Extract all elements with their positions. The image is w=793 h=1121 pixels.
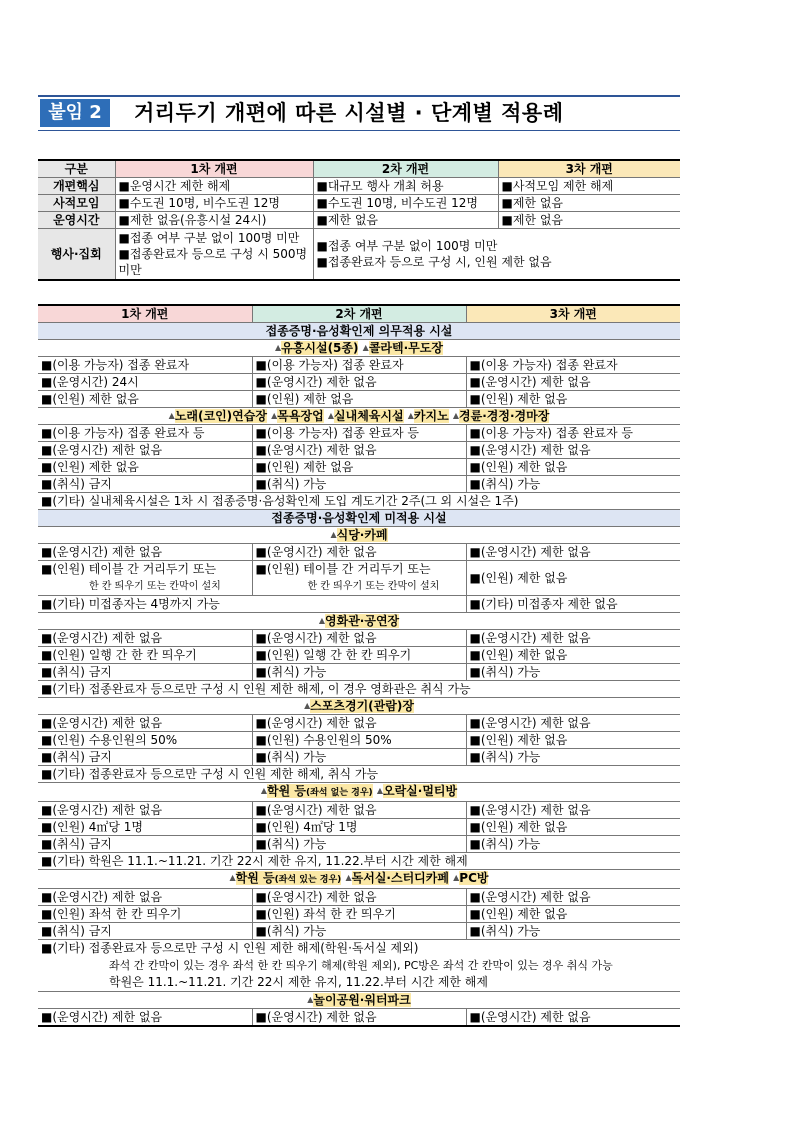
event-phase1-line2: ■접종완료자 등으로 구성 시 500명 미만 <box>118 247 308 277</box>
cell: ■(인원) 제한 없음 <box>466 819 680 836</box>
cell: ■(취식) 가능 <box>466 749 680 766</box>
cell: ■(인원) 제한 없음 <box>38 391 252 408</box>
table-row <box>38 442 680 459</box>
cell-line: 한 칸 띄우기 또는 칸막이 설치 <box>89 581 221 592</box>
category-cell <box>38 613 680 630</box>
cell: ■(운영시간) 제한 없음 <box>252 544 466 561</box>
cell: ■(취식) 가능 <box>466 923 680 940</box>
summary-header-phase2: 2차 개편 <box>313 160 498 178</box>
cell: ■(운영시간) 제한 없음 <box>38 1009 252 1027</box>
category-cell <box>38 408 680 425</box>
cell: ■(인원) 일행 간 한 칸 띄우기 <box>38 647 252 664</box>
triangle-icon: ▲ <box>318 616 326 625</box>
table-row <box>38 544 680 561</box>
table-row <box>38 476 680 493</box>
cell-line: ■(인원) 테이블 간 거리두기 또는 <box>41 562 217 576</box>
cell <box>38 561 252 596</box>
cell: ■(운영시간) 제한 없음 <box>466 715 680 732</box>
section-row <box>38 510 680 527</box>
note-cell: ■(기타) 학원은 11.1.~11.21. 기간 22시 제한 유지, 11.22.부터 시간 제한 해제 <box>38 853 680 870</box>
category-row <box>38 698 680 715</box>
cell: ■(운영시간) 24시 <box>38 374 252 391</box>
triangle-icon: ▲ <box>229 873 236 882</box>
triangle-icon: ▲ <box>362 343 369 352</box>
triangle-icon: ▲ <box>271 411 278 420</box>
category-label: 식당·카페 <box>336 528 388 542</box>
detail-header-phase1: 1차 개편 <box>38 305 252 323</box>
cell: ■(취식) 가능 <box>466 476 680 493</box>
detail-table <box>38 304 680 1027</box>
cell: ■(인원) 제한 없음 <box>252 391 466 408</box>
section-header <box>38 95 680 131</box>
table-row <box>38 802 680 819</box>
table-row <box>38 836 680 853</box>
cell: ■(운영시간) 제한 없음 <box>466 630 680 647</box>
category-row <box>38 613 680 630</box>
cell: ■(운영시간) 제한 없음 <box>466 374 680 391</box>
category-label: 유흥시설(5종) <box>281 341 359 355</box>
category-cell <box>38 698 680 715</box>
category-label: 오락실·멀티방 <box>383 784 458 798</box>
section-row <box>38 323 680 340</box>
cell: ■(운영시간) 제한 없음 <box>252 630 466 647</box>
note-line: 학원은 11.1.~11.21. 기간 22시 제한 유지, 11.22.부터 시간 제한 해제 <box>109 975 488 989</box>
event-phase2-line1: ■접종 여부 구분 없이 100명 미만 <box>316 239 498 253</box>
note-cell <box>38 940 680 992</box>
table-row <box>38 664 680 681</box>
cell: ■(취식) 가능 <box>252 836 466 853</box>
category-label-sub: (좌석 있는 경우) <box>274 875 342 885</box>
detail-header-phase3: 3차 개편 <box>466 305 680 323</box>
cell: ■(운영시간) 제한 없음 <box>252 442 466 459</box>
cell: ■(인원) 제한 없음 <box>252 459 466 476</box>
cell: ■(취식) 가능 <box>252 923 466 940</box>
page-title: 거리두기 개편에 따른 시설별 · 단계별 적용례 <box>134 101 564 125</box>
triangle-icon: ▲ <box>307 995 314 1004</box>
cell: ■(운영시간) 제한 없음 <box>252 802 466 819</box>
cell: ■(인원) 제한 없음 <box>38 459 252 476</box>
table-row <box>38 715 680 732</box>
cell: ■제한 없음 <box>313 212 498 229</box>
category-row <box>38 870 680 889</box>
cell: ■(인원) 좌석 한 칸 띄우기 <box>252 906 466 923</box>
cell: ■수도권 10명, 비수도권 12명 <box>115 195 313 212</box>
cell: ■(취식) 금지 <box>38 476 252 493</box>
detail-header-phase2: 2차 개편 <box>252 305 466 323</box>
summary-row <box>38 195 680 212</box>
cell: ■(이용 가능자) 접종 완료자 등 <box>38 425 252 442</box>
category-label <box>236 871 342 885</box>
note-row <box>38 853 680 870</box>
category-label: 스포츠경기(관람)장 <box>310 699 414 713</box>
category-label: 독서실·스터디카페 <box>351 871 449 885</box>
cell: ■(운영시간) 제한 없음 <box>466 442 680 459</box>
cell: ■(운영시간) 제한 없음 <box>466 889 680 906</box>
row-label: 사적모임 <box>38 195 115 212</box>
category-row <box>38 408 680 425</box>
cell: ■(인원) 제한 없음 <box>466 459 680 476</box>
cell: ■(이용 가능자) 접종 완료자 등 <box>466 425 680 442</box>
event-phase23-cell <box>313 229 680 281</box>
triangle-icon: ▲ <box>452 411 460 420</box>
category-label: 영화관·공연장 <box>325 614 400 628</box>
table-row <box>38 374 680 391</box>
triangle-icon: ▲ <box>327 411 335 420</box>
cell: ■(운영시간) 제한 없음 <box>466 1009 680 1027</box>
header-bottom-line <box>38 130 680 131</box>
cell: ■제한 없음 <box>498 195 680 212</box>
cell: ■(기타) 미접종자는 4명까지 가능 <box>38 596 466 613</box>
note-cell: ■(기타) 접종완료자 등으로만 구성 시 인원 제한 해제, 이 경우 영화관은 취식 가능 <box>38 681 680 698</box>
cell: ■(운영시간) 제한 없음 <box>252 374 466 391</box>
cell: ■(취식) 금지 <box>38 923 252 940</box>
category-label-sub: (좌석 없는 경우) <box>305 788 373 798</box>
table-row <box>38 906 680 923</box>
table-row <box>38 357 680 374</box>
cell: ■(취식) 금지 <box>38 664 252 681</box>
table-row <box>38 749 680 766</box>
category-label: 실내체육시설 <box>334 409 404 423</box>
note-cell: ■(기타) 접종완료자 등으로만 구성 시 인원 제한 해제, 취식 가능 <box>38 766 680 783</box>
cell: ■(인원) 4㎡당 1명 <box>252 819 466 836</box>
table-row <box>38 889 680 906</box>
category-label <box>267 784 373 798</box>
triangle-icon: ▲ <box>345 873 352 882</box>
cell: ■(인원) 수용인원의 50% <box>38 732 252 749</box>
cell: ■(운영시간) 제한 없음 <box>252 715 466 732</box>
category-row <box>38 527 680 544</box>
note-line: 좌석 간 칸막이 있는 경우 좌석 한 칸 띄우기 해제(학원 제외), PC방은 좌석 간 칸막이 있는 경우 취식 가능 <box>109 959 613 972</box>
triangle-icon: ▲ <box>330 530 337 539</box>
cell: ■(운영시간) 제한 없음 <box>466 802 680 819</box>
note-row <box>38 681 680 698</box>
category-row <box>38 783 680 802</box>
event-phase1-cell <box>115 229 313 281</box>
cell: ■(운영시간) 제한 없음 <box>466 544 680 561</box>
triangle-icon: ▲ <box>168 411 175 420</box>
cell: ■(취식) 가능 <box>252 749 466 766</box>
cell: ■(기타) 미접종자 제한 없음 <box>466 596 680 613</box>
cell: ■(운영시간) 제한 없음 <box>38 889 252 906</box>
table-row <box>38 1009 680 1027</box>
note-row <box>38 766 680 783</box>
summary-header-category: 구분 <box>38 160 115 178</box>
summary-header-row <box>38 160 680 178</box>
cell: ■(취식) 가능 <box>466 664 680 681</box>
summary-header-phase1: 1차 개편 <box>115 160 313 178</box>
cell: ■운영시간 제한 해제 <box>115 178 313 195</box>
cell: ■(인원) 4㎡당 1명 <box>38 819 252 836</box>
cell: ■(취식) 금지 <box>38 749 252 766</box>
row-label: 행사·집회 <box>38 229 115 281</box>
table-row <box>38 732 680 749</box>
category-cell <box>38 783 680 802</box>
category-row <box>38 992 680 1009</box>
category-label: PC방 <box>459 871 489 885</box>
category-cell <box>38 527 680 544</box>
table-row <box>38 923 680 940</box>
cell: ■(이용 가능자) 접종 완료자 <box>38 357 252 374</box>
table-row <box>38 819 680 836</box>
triangle-icon: ▲ <box>260 786 268 795</box>
triangle-icon: ▲ <box>376 786 383 795</box>
category-label: 목욕장업 <box>277 409 324 423</box>
table-row <box>38 647 680 664</box>
cell: ■(인원) 일행 간 한 칸 띄우기 <box>252 647 466 664</box>
category-cell <box>38 870 680 889</box>
cell: ■(인원) 제한 없음 <box>466 647 680 664</box>
cell: ■(운영시간) 제한 없음 <box>38 715 252 732</box>
category-label: 놀이공원·워터파크 <box>313 993 411 1007</box>
event-phase1-line1: ■접종 여부 구분 없이 100명 미만 <box>118 231 300 245</box>
cell: ■수도권 10명, 비수도권 12명 <box>313 195 498 212</box>
triangle-icon: ▲ <box>275 343 282 352</box>
table-row <box>38 391 680 408</box>
cell: ■(운영시간) 제한 없음 <box>38 544 252 561</box>
cell: ■(이용 가능자) 접종 완료자 <box>466 357 680 374</box>
table-row <box>38 596 680 613</box>
category-label: 노래(코인)연습장 <box>174 409 267 423</box>
category-label: 콜라텍·무도장 <box>368 341 443 355</box>
category-label-main: 학원 등 <box>235 871 275 885</box>
row-label: 개편핵심 <box>38 178 115 195</box>
summary-row-event <box>38 229 680 281</box>
summary-header-phase3: 3차 개편 <box>498 160 680 178</box>
cell: ■(인원) 제한 없음 <box>466 732 680 749</box>
category-label: 경륜·경정·경마장 <box>459 409 550 423</box>
category-row <box>38 340 680 357</box>
cell: ■(취식) 가능 <box>252 664 466 681</box>
table-row <box>38 459 680 476</box>
category-cell <box>38 992 680 1009</box>
section-title: 접종증명·음성확인제 의무적용 시설 <box>38 323 680 340</box>
note-row <box>38 940 680 992</box>
row-label: 운영시간 <box>38 212 115 229</box>
triangle-icon: ▲ <box>453 873 460 882</box>
cell: ■제한 없음(유흥시설 24시) <box>115 212 313 229</box>
cell: ■(취식) 가능 <box>252 476 466 493</box>
cell: ■(인원) 제한 없음 <box>466 906 680 923</box>
category-label-main: 학원 등 <box>267 784 306 798</box>
event-phase2-line2: ■접종완료자 등으로 구성 시, 인원 제한 없음 <box>316 255 552 269</box>
cell: ■(취식) 금지 <box>38 836 252 853</box>
cell: ■(운영시간) 제한 없음 <box>252 889 466 906</box>
cell-line: 한 칸 띄우기 또는 칸막이 설치 <box>307 581 440 592</box>
cell: ■(이용 가능자) 접종 완료자 등 <box>252 425 466 442</box>
cell: ■(인원) 좌석 한 칸 띄우기 <box>38 906 252 923</box>
cell: ■(운영시간) 제한 없음 <box>38 442 252 459</box>
cell-line: ■(인원) 테이블 간 거리두기 또는 <box>255 562 431 576</box>
note-line: ■(기타) 접종완료자 등으로만 구성 시 인원 제한 해제(학원·독서실 제외) <box>41 941 419 955</box>
cell: ■(인원) 수용인원의 50% <box>252 732 466 749</box>
cell: ■(운영시간) 제한 없음 <box>38 630 252 647</box>
cell <box>252 561 466 596</box>
summary-row <box>38 212 680 229</box>
cell: ■대규모 행사 개최 허용 <box>313 178 498 195</box>
cell: ■(운영시간) 제한 없음 <box>252 1009 466 1027</box>
attachment-badge: 붙임 2 <box>40 99 110 127</box>
cell: ■(취식) 가능 <box>466 836 680 853</box>
note-row <box>38 493 680 510</box>
cell: ■(인원) 제한 없음 <box>466 391 680 408</box>
category-cell <box>38 340 680 357</box>
cell: ■제한 없음 <box>498 212 680 229</box>
summary-table <box>38 159 680 281</box>
table-row <box>38 425 680 442</box>
table-row <box>38 561 680 596</box>
table-row <box>38 630 680 647</box>
section-title: 접종증명·음성확인제 미적용 시설 <box>38 510 680 527</box>
cell: ■(운영시간) 제한 없음 <box>38 802 252 819</box>
summary-row <box>38 178 680 195</box>
triangle-icon: ▲ <box>304 701 311 710</box>
note-cell: ■(기타) 실내체육시설은 1차 시 접종증명·음성확인제 도입 계도기간 2주(그 외 시설은 1주) <box>38 493 680 510</box>
detail-header-row <box>38 305 680 323</box>
cell: ■(이용 가능자) 접종 완료자 <box>252 357 466 374</box>
cell: ■(인원) 제한 없음 <box>466 561 680 596</box>
triangle-icon: ▲ <box>407 411 414 420</box>
cell: ■사적모임 제한 해제 <box>498 178 680 195</box>
category-label: 카지노 <box>413 409 449 423</box>
